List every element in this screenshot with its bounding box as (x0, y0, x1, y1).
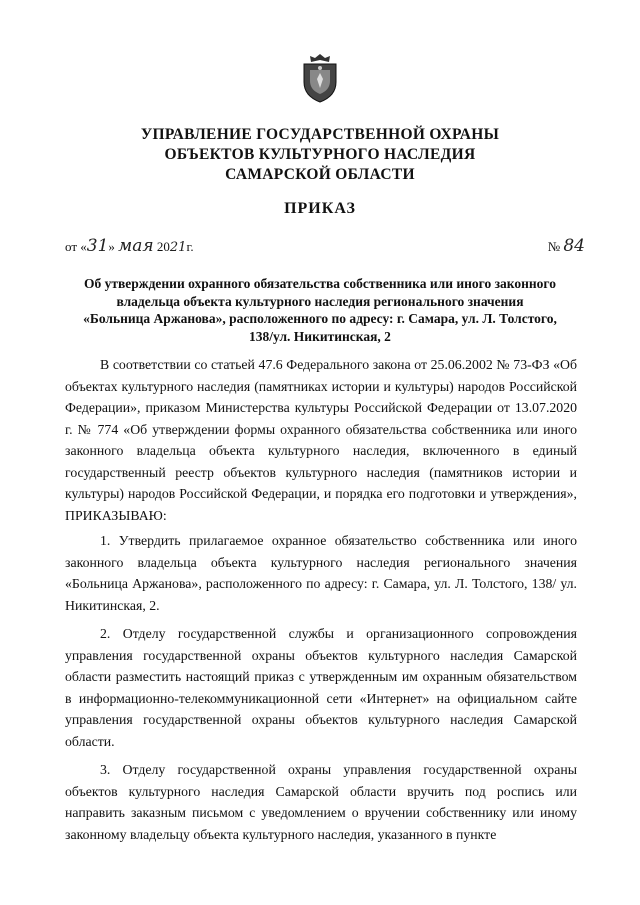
date-suffix: г. (186, 239, 194, 254)
number-value: 84 (563, 236, 585, 256)
title-line-3: «Больница Аржанова», расположенного по адресу: г. Самара, ул. Л. Толстого, (83, 311, 557, 326)
date-year-suffix: 21 (169, 240, 187, 255)
title-line-4: 138/ул. Никитинская, 2 (249, 328, 391, 344)
header-line-3: САМАРСКОЙ ОБЛАСТИ (225, 166, 415, 183)
preamble-paragraph: В соответствии со статьей 47.6 Федерального закона от 25.06.2002 № 73-ФЗ «Об объектах культурного наследия (памятниках истории и культуры) народов Российской Федерации», приказом Министерства культуры Российской Федерации от 13.07.2020 г. № 774 «Об утверждении формы охранного обязательства собственника или иного законного владельца объекта культурного наследия, включенного в единый государственный реестр объектов культурного наследия (памятников истории и культуры) народов Российской Федерации, и порядка его подготовки и утверждения», ПРИКАЗЫВАЮ: (65, 357, 577, 523)
date-prefix: от « (65, 239, 87, 254)
date-number-row (65, 236, 585, 260)
clause-3: 3. Отделу государственной охраны управления государственной охраны объектов культурного наследия Самарской области вручить под роспись или направить заказным письмом с уведомлением о вручении собственнику или иному законному владельцу объекта культурного наследия, указанного в пункте (65, 762, 577, 842)
date-mid: » (108, 239, 119, 254)
order-body (65, 354, 577, 852)
coat-of-arms-icon (299, 52, 341, 104)
date-day: 31 (86, 236, 109, 256)
header-line-2: ОБЪЕКТОВ КУЛЬТУРНОГО НАСЛЕДИЯ (164, 146, 476, 163)
clause-1: 1. Утвердить прилагаемое охранное обязательство собственника или иного законного владельца объекта культурного наследия регионального значения «Больница Аржанова», расположенного по адресу: г. Самара, ул. Л. Толстого, 138/ ул. Никитинская, 2. (65, 533, 577, 613)
document-type: ПРИКАЗ (284, 200, 356, 217)
order-date (65, 236, 194, 256)
header-line-1: УПРАВЛЕНИЕ ГОСУДАРСТВЕННОЙ ОХРАНЫ (140, 126, 500, 143)
number-prefix: № (547, 239, 561, 254)
title-line-2: владельца объекта культурного наследия регионального значения (116, 293, 524, 309)
date-year-prefix: 20 (153, 239, 170, 254)
title-line-1: Об утверждении охранного обязательства собственника или иного законного (84, 276, 556, 291)
date-month: мая (118, 236, 154, 256)
order-title (65, 275, 575, 345)
clause-2: 2. Отделу государственной службы и организационного сопровождения управления государственной охраны объектов культурного наследия Самарской области разместить настоящий приказ с утвержденным им охранным обязательством в информационно-телекоммуникационной сети «Интернет» на официальном сайте управления государственной охраны объектов культурного наследия Самарской области. (65, 626, 577, 749)
order-number (548, 236, 585, 256)
agency-header (0, 125, 640, 185)
